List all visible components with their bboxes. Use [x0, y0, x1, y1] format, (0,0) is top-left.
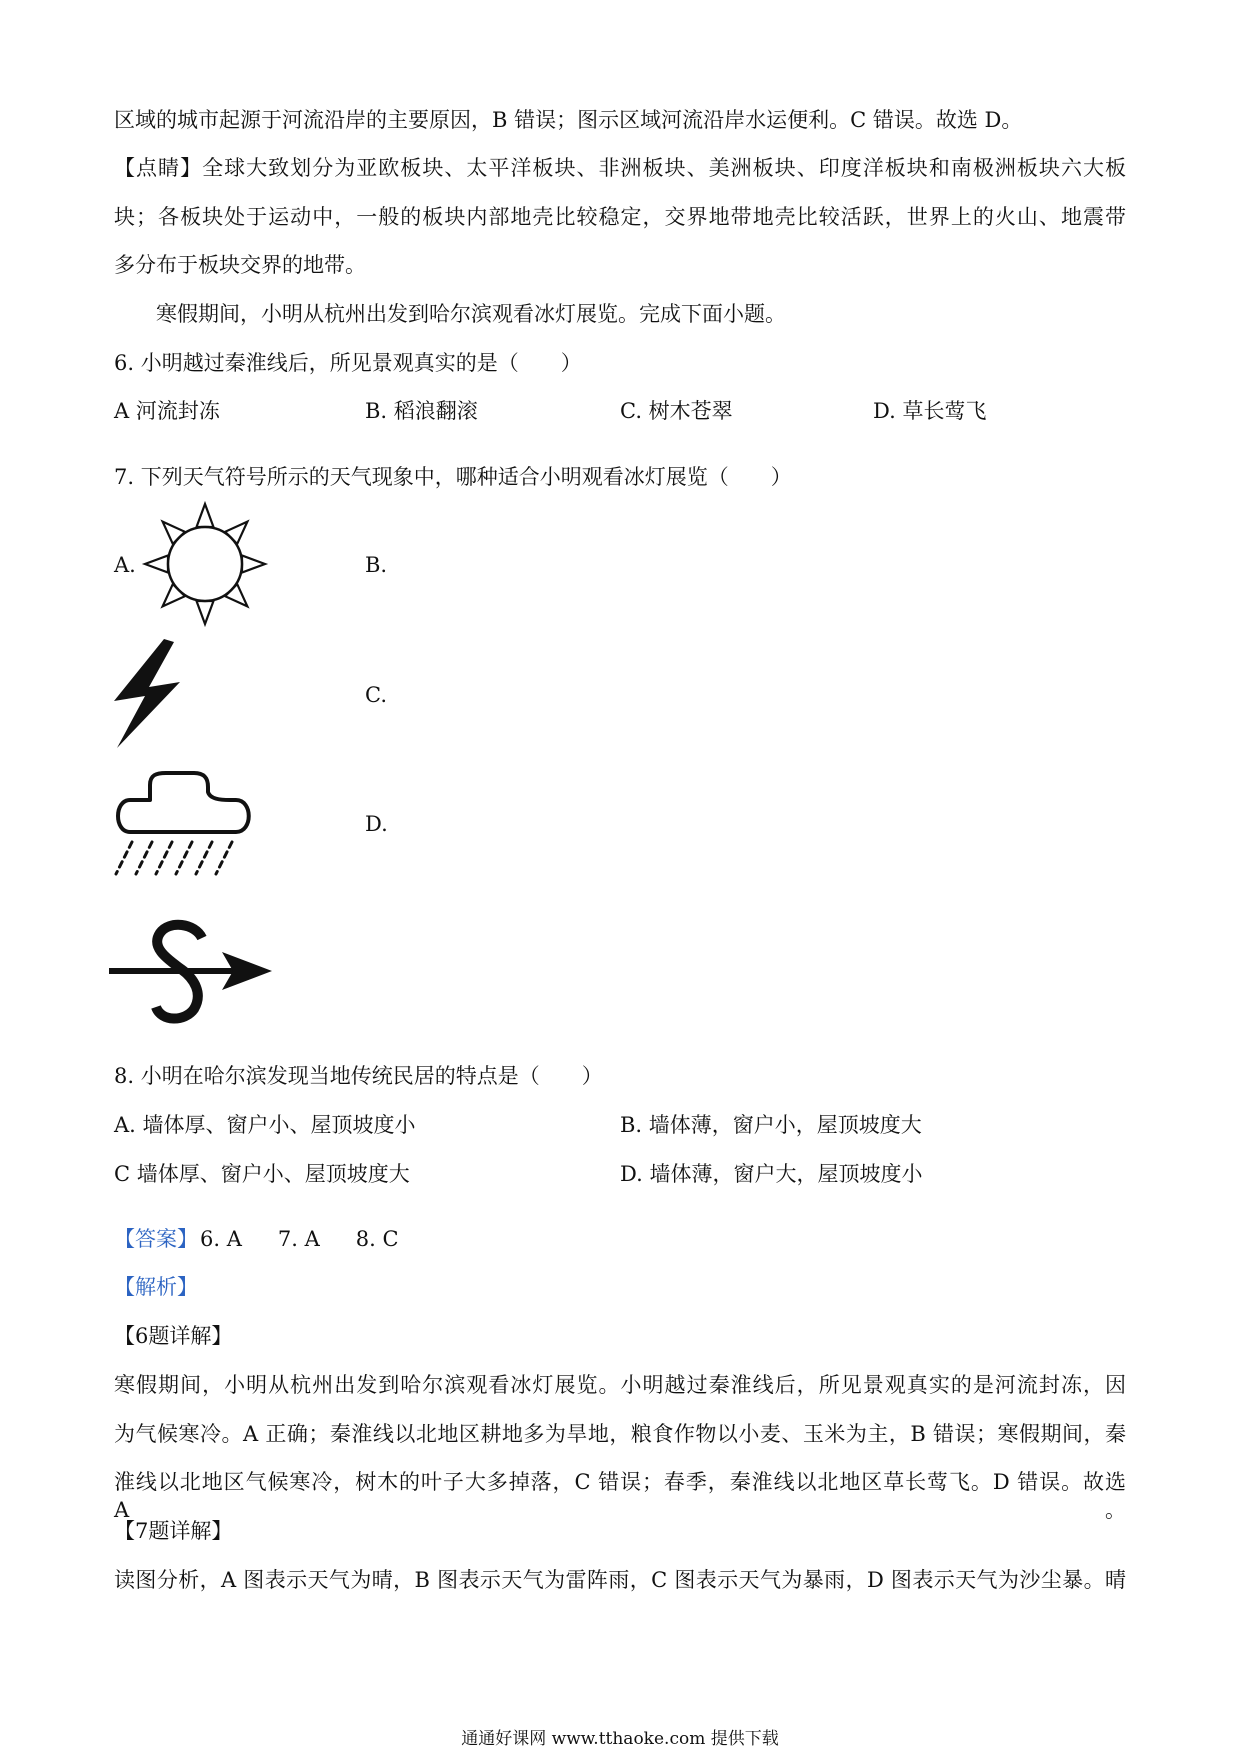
- q7-option-a-label: A.: [114, 553, 136, 577]
- question-6: 6. 小明越过秦淮线后，所见景观真实的是（ ）: [114, 351, 582, 375]
- q8-option-c: C 墙体厚、窗户小、屋顶坡度大: [114, 1162, 410, 1186]
- q8-option-a: A. 墙体厚、窗户小、屋顶坡度小: [114, 1113, 416, 1137]
- q7-option-c-label: C.: [365, 683, 387, 707]
- question-stem: 寒假期间，小明从杭州出发到哈尔滨观看冰灯展览。完成下面小题。: [156, 302, 786, 326]
- q6-option-d: D. 草长莺飞: [873, 399, 987, 423]
- answer-item: 8. C: [355, 1227, 399, 1251]
- lightning-icon: [112, 639, 182, 749]
- sun-icon: [143, 502, 267, 626]
- question-7: 7. 下列天气符号所示的天气现象中，哪种适合小明观看冰灯展览（ ）: [114, 465, 792, 489]
- q8-option-b: B. 墙体薄，窗户小，屋顶坡度大: [620, 1113, 922, 1137]
- sun-ray: [197, 601, 214, 624]
- detail-6-line-1: 寒假期间，小明从杭州出发到哈尔滨观看冰灯展览。小明越过秦淮线后，所见景观真实的是河流封冻，因: [114, 1373, 1126, 1397]
- q6-option-c: C. 树木苍翠: [620, 399, 733, 423]
- detail-6-line-3: 淮线以北地区气候寒冷，树木的叶子大多掉落，C 错误；春季，秦淮线以北地区草长莺飞。D 错误。故选 A。: [114, 1470, 1126, 1522]
- detail-6-line-2: 为气候寒冷。A 正确；秦淮线以北地区耕地多为旱地，粮食作物以小麦、玉米为主，B 错误；寒假期间，秦: [114, 1422, 1126, 1446]
- detail-7-line-1: 读图分析，A 图表示天气为晴，B 图表示天气为雷阵雨，C 图表示天气为暴雨，D 图表示天气为沙尘暴。晴: [114, 1568, 1126, 1592]
- q7-option-b-label: B.: [365, 553, 388, 577]
- sandstorm-icon: [109, 918, 274, 1024]
- answer-item: 6. A: [200, 1227, 242, 1251]
- tip-label: 【点睛】: [114, 156, 203, 180]
- answer-label: 【答案】: [114, 1227, 198, 1251]
- tip-line-3: 多分布于板块交界的地带。: [114, 253, 366, 277]
- page-footer: 通通好课网 www.tthaoke.com 提供下载: [461, 1729, 779, 1749]
- sun-ray: [242, 556, 265, 573]
- detail-7-label: 【7题详解】: [114, 1519, 233, 1543]
- analysis-label: 【解析】: [114, 1275, 198, 1299]
- q8-option-d: D. 墙体薄，窗户大，屋顶坡度小: [620, 1162, 923, 1186]
- q6-option-b: B. 稻浪翻滚: [365, 399, 478, 423]
- tip-text-1: 全球大致划分为亚欧板块、太平洋板块、非洲板块、美洲板块、印度洋板块和南极洲板块六大板: [202, 156, 1127, 180]
- sun-ray: [197, 504, 214, 527]
- sun-ray: [145, 556, 168, 573]
- q7-option-d-label: D.: [365, 812, 388, 836]
- q6-option-a: A 河流封冻: [114, 399, 220, 423]
- rain-cloud-icon: [110, 770, 258, 876]
- answer-item: 7. A: [277, 1227, 320, 1251]
- tip-line-1: [114, 154, 1126, 182]
- previous-answer-line: 区域的城市起源于河流沿岸的主要原因，B 错误；图示区域河流沿岸水运便利。C 错误。故选 D。: [114, 108, 1023, 132]
- detail-6-label: 【6题详解】: [114, 1324, 233, 1348]
- tip-line-2: 块；各板块处于运动中，一般的板块内部地壳比较稳定，交界地带地壳比较活跃，世界上的火山、地震带: [114, 205, 1126, 229]
- question-8: 8. 小明在哈尔滨发现当地传统民居的特点是（ ）: [114, 1064, 603, 1088]
- answer-line: [114, 1225, 399, 1253]
